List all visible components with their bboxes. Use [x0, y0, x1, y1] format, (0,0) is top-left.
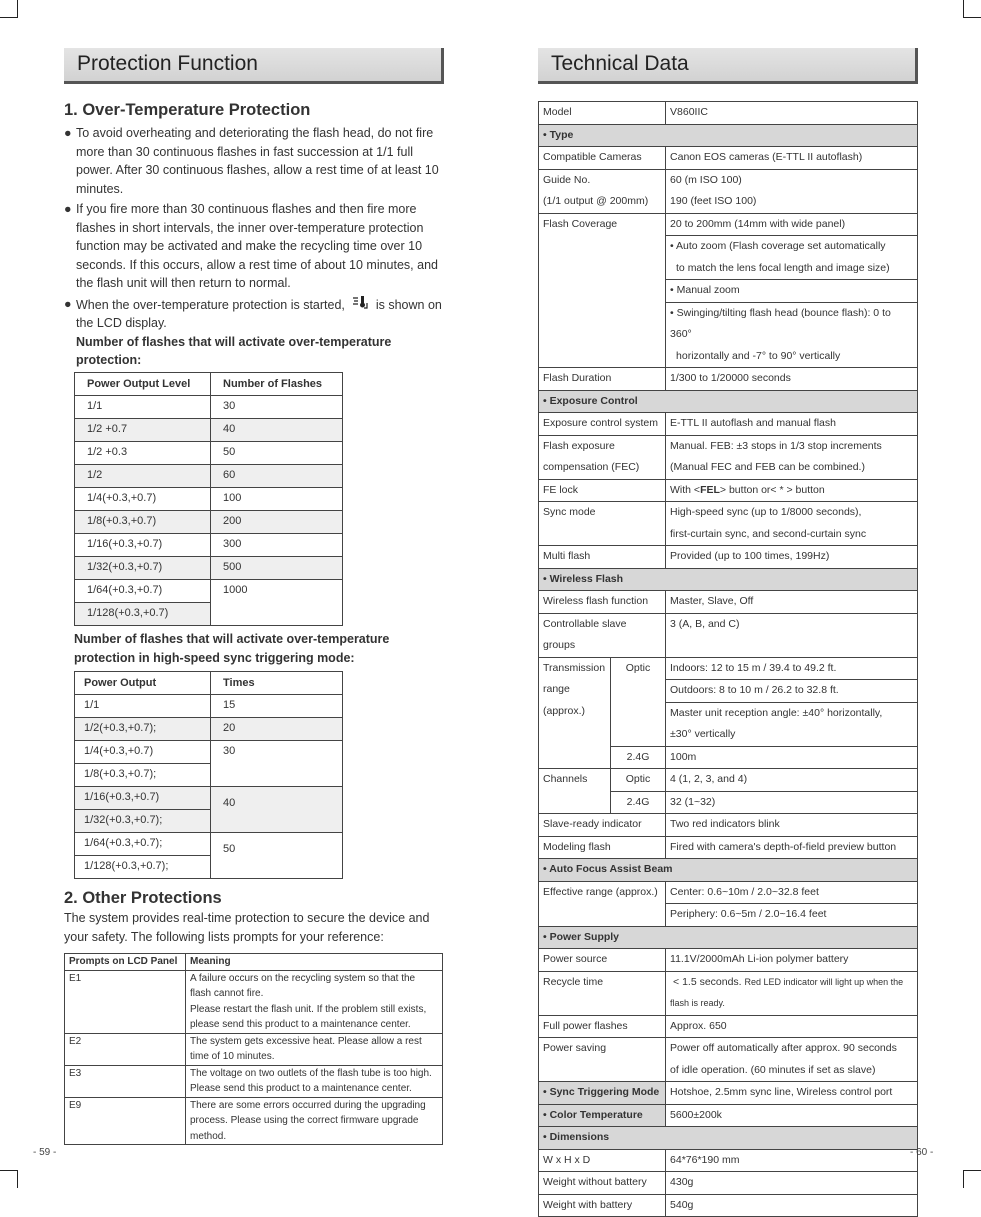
table-cell: 200: [211, 511, 343, 534]
table-cell: 1/4(+0.3,+0.7): [75, 741, 211, 764]
table-cell: 1/64(+0.3,+0.7);: [75, 833, 211, 856]
prompt-code: E3: [65, 1065, 186, 1097]
spec-value: 540g: [666, 1194, 918, 1217]
section-heading: 2. Other Protections: [64, 889, 222, 907]
prompt-meaning: The voltage on two outlets of the flash tube is too high. Please send this product to a maintenance center.: [186, 1065, 443, 1097]
bullet-text: If you fire more than 30 continuous flashes and then fire more flashes in short intervals, the inner over-temperature protection function may be activated and make the recycling time over 10 seconds. If this occurs, allow a rest time of about 10 minutes, and the flash unit will then return to normal.: [76, 202, 438, 290]
spec-value: E-TTL II autoflash and manual flash: [666, 413, 918, 436]
table-cell: 50: [211, 833, 343, 879]
table-cell: 1/4(+0.3,+0.7): [75, 488, 211, 511]
column-header: Power Output Level: [75, 373, 211, 396]
over-temperature-icon: [348, 295, 372, 315]
table-cell: 300: [211, 534, 343, 557]
page-number: - 59 -: [33, 1147, 57, 1158]
spec-value: Canon EOS cameras (E-TTL II autoflash): [666, 147, 918, 170]
spec-label: Weight without battery: [539, 1172, 666, 1195]
bullet-item: ● When the over-temperature protection is started, is shown on the LCD display.: [64, 296, 442, 330]
spec-value: 430g: [666, 1172, 918, 1195]
spec-value: 1/300 to 1/20000 seconds: [666, 368, 918, 391]
page-title: Technical Data: [538, 48, 918, 84]
section-intro: The system provides real-time protection to secure the device and your safety. The following lists prompts for your reference:: [64, 911, 430, 944]
spec-value: Fired with camera's depth-of-field preview button: [666, 836, 918, 859]
spec-label: Transmission range (approx.): [539, 657, 611, 769]
prompt-code: E1: [65, 970, 186, 1033]
prompt-code: E2: [65, 1033, 186, 1065]
table-cell: 40: [211, 787, 343, 833]
table-cell: 1/2 +0.3: [75, 442, 211, 465]
table-cell: 1/128(+0.3,+0.7): [75, 603, 211, 626]
table-cell: 1/16(+0.3,+0.7): [75, 787, 211, 810]
spec-label: Model: [539, 102, 666, 125]
bullet-text: To avoid overheating and deteriorating the flash head, do not fire more than 30 continuous flashes in fast succession at 1/1 full power. After 30 continuous flashes, allow a rest time of at least 10 minutes.: [76, 126, 439, 196]
spec-value: 11.1V/2000mAh Li-ion polymer battery: [666, 949, 918, 972]
spec-label: Full power flashes: [539, 1015, 666, 1038]
spec-label: Wireless flash function: [539, 591, 666, 614]
bullet-item: ● If you fire more than 30 continuous flashes and then fire more flashes in short intervals, the inner over-temperature protection function may be activated and make the recycling time over 10 seconds. If this occurs, allow a rest time of about 10 minutes, and the flash unit will then return to normal.: [64, 202, 438, 290]
spec-value: Master unit reception angle: ±40° horizontally, ±30° vertically: [666, 702, 918, 746]
column-header: Times: [211, 672, 343, 695]
table-cell: 20: [211, 718, 343, 741]
spec-value: 20 to 200mm (14mm with wide panel): [666, 213, 918, 236]
table-cell: 1/2: [75, 465, 211, 488]
lcd-prompts-table: [64, 953, 443, 1145]
spec-value: < 1.5 seconds. Red LED indicator will light up when the flash is ready.: [666, 971, 918, 1015]
spec-value: • Swinging/tilting flash head (bounce flash): 0 to 360° horizontally and -7° to 90° vertically: [666, 302, 918, 368]
section-header: • Auto Focus Assist Beam: [539, 859, 918, 882]
spec-value: With <FEL> button or< * > button: [666, 479, 918, 502]
spec-label: Exposure control system: [539, 413, 666, 436]
bullet-text: is shown on the LCD display.: [76, 297, 442, 330]
spec-label: Weight with battery: [539, 1194, 666, 1217]
crop-mark: [0, 1170, 18, 1188]
section-heading: 1. Over-Temperature Protection: [64, 101, 311, 119]
spec-value: 3 (A, B, and C): [666, 613, 918, 657]
table-cell: 1/2(+0.3,+0.7);: [75, 718, 211, 741]
spec-value: 32 (1~32): [666, 791, 918, 814]
flash-count-table: [74, 372, 343, 626]
spec-value: 100m: [666, 746, 918, 769]
crop-mark: [0, 0, 18, 18]
table-cell: 1/8(+0.3,+0.7);: [75, 764, 211, 787]
spec-label: FE lock: [539, 479, 666, 502]
spec-label: Multi flash: [539, 546, 666, 569]
table-cell: 60: [211, 465, 343, 488]
spec-label: Compatible Cameras: [539, 147, 666, 170]
table-cell: 15: [211, 695, 343, 718]
spec-label: Channels: [539, 769, 611, 814]
section-header: • Type: [539, 124, 918, 147]
table-cell: 1/64(+0.3,+0.7): [75, 580, 211, 603]
hss-flash-count-table: [74, 671, 343, 879]
spec-sublabel: Optic: [611, 769, 666, 792]
spec-value: Manual. FEB: ±3 stops in 1/3 stop increments (Manual FEC and FEB can be combined.): [666, 435, 918, 479]
spec-value: • Manual zoom: [666, 280, 918, 303]
spec-value: Periphery: 0.6~5m / 2.0~16.4 feet: [666, 904, 918, 927]
bullet-text: When the over-temperature protection is started,: [76, 297, 345, 312]
spec-value: Center: 0.6~10m / 2.0~32.8 feet: [666, 881, 918, 904]
column-header: Prompts on LCD Panel: [65, 954, 186, 971]
prompt-meaning: A failure occurs on the recycling system so that the flash cannot fire. Please restart the flash unit. If the problem still exists, please send this product to a maintenance center.: [186, 970, 443, 1033]
spec-value: 4 (1, 2, 3, and 4): [666, 769, 918, 792]
spec-label: Flash exposure compensation (FEC): [539, 435, 666, 479]
spec-sublabel: Optic: [611, 657, 666, 746]
spec-value: Power off automatically after approx. 90 seconds of idle operation. (60 minutes if set as slave): [666, 1038, 918, 1082]
prompt-meaning: There are some errors occurred during the upgrading process. Please using the correct firmware upgrade method.: [186, 1097, 443, 1145]
spec-value: 64*76*190 mm: [666, 1149, 918, 1172]
spec-value: 60 (m ISO 100) 190 (feet ISO 100): [666, 169, 918, 213]
spec-value: High-speed sync (up to 1/8000 seconds), first-curtain sync, and second-curtain sync: [666, 502, 918, 546]
table-cell: 1/32(+0.3,+0.7): [75, 557, 211, 580]
spec-label: Sync mode: [539, 502, 666, 546]
spec-value: Approx. 650: [666, 1015, 918, 1038]
table-cell: 50: [211, 442, 343, 465]
table-cell: 1/8(+0.3,+0.7): [75, 511, 211, 534]
bullet-item: ● To avoid overheating and deteriorating the flash head, do not fire more than 30 continuous flashes in fast succession at 1/1 full power. After 30 continuous flashes, allow a rest time of at least 10 minutes.: [64, 126, 439, 196]
prompt-meaning: The system gets excessive heat. Please allow a rest time of 10 minutes.: [186, 1033, 443, 1065]
spec-value: Hotshoe, 2.5mm sync line, Wireless control port: [666, 1082, 918, 1105]
table-cell: 1/1: [75, 695, 211, 718]
section-header: • Exposure Control: [539, 390, 918, 413]
crop-mark: [963, 1170, 981, 1188]
table-caption: Number of flashes that will activate over-temperature protection in high-speed sync triggering mode:: [74, 632, 390, 665]
spec-value: • Auto zoom (Flash coverage set automatically to match the lens focal length and image size): [666, 236, 918, 280]
spec-value: Master, Slave, Off: [666, 591, 918, 614]
spec-label: Slave-ready indicator: [539, 814, 666, 837]
spec-sublabel: 2.4G: [611, 791, 666, 814]
spec-label: Power saving: [539, 1038, 666, 1082]
section-header: • Sync Triggering Mode: [539, 1082, 666, 1105]
column-header: Meaning: [186, 954, 443, 971]
spec-value: Outdoors: 8 to 10 m / 26.2 to 32.8 ft.: [666, 680, 918, 703]
table-cell: 1/16(+0.3,+0.7): [75, 534, 211, 557]
table-cell: 1/32(+0.3,+0.7);: [75, 810, 211, 833]
spec-value: V860IIC: [666, 102, 918, 125]
page-title: Protection Function: [64, 48, 444, 84]
column-header: Power Output: [75, 672, 211, 695]
section-header: • Color Temperature: [539, 1104, 666, 1127]
table-cell: 30: [211, 396, 343, 419]
technical-data-table: [538, 101, 918, 1217]
spec-label: Flash Coverage: [539, 213, 666, 368]
table-cell: 1/2 +0.7: [75, 419, 211, 442]
spec-label: Modeling flash: [539, 836, 666, 859]
spec-label: Flash Duration: [539, 368, 666, 391]
spec-label: Recycle time: [539, 971, 666, 1015]
column-header: Number of Flashes: [211, 373, 343, 396]
crop-mark: [963, 0, 981, 18]
table-cell: 40: [211, 419, 343, 442]
table-cell: 1/1: [75, 396, 211, 419]
spec-label: Controllable slave groups: [539, 613, 666, 657]
spec-label: W x H x D: [539, 1149, 666, 1172]
spec-value: Indoors: 12 to 15 m / 39.4 to 49.2 ft.: [666, 657, 918, 680]
table-cell: 30: [211, 741, 343, 787]
table-cell: 1/128(+0.3,+0.7);: [75, 856, 211, 879]
table-caption: Number of flashes that will activate over-temperature protection:: [76, 334, 392, 367]
spec-label: Power source: [539, 949, 666, 972]
page-number: - 60 -: [910, 1147, 934, 1158]
spec-value: 5600±200k: [666, 1104, 918, 1127]
spec-value: Provided (up to 100 times, 199Hz): [666, 546, 918, 569]
spec-label: Effective range (approx.): [539, 881, 666, 926]
table-cell: 500: [211, 557, 343, 580]
section-header: • Power Supply: [539, 926, 918, 949]
table-cell: 1000: [211, 580, 343, 626]
section-header: • Wireless Flash: [539, 568, 918, 591]
prompt-code: E9: [65, 1097, 186, 1145]
table-cell: 100: [211, 488, 343, 511]
spec-label: Guide No. (1/1 output @ 200mm): [539, 169, 666, 213]
spec-sublabel: 2.4G: [611, 746, 666, 769]
section-header: • Dimensions: [539, 1127, 918, 1150]
spec-value: Two red indicators blink: [666, 814, 918, 837]
over-temperature-text: [64, 124, 444, 370]
